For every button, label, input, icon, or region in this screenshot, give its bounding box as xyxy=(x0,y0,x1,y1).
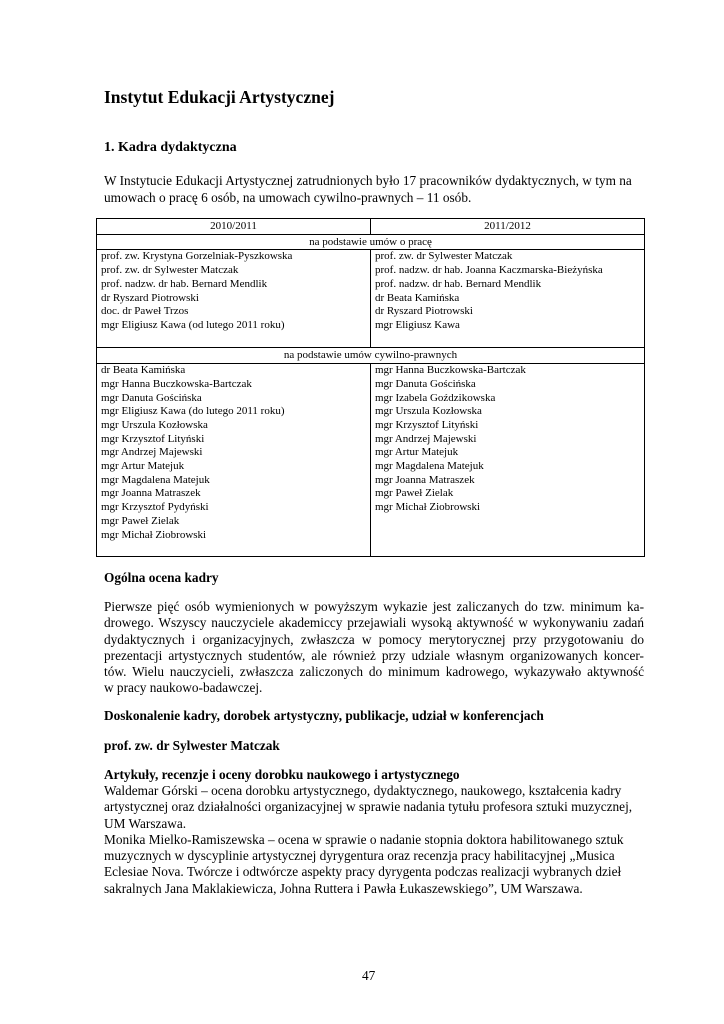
list-item: mgr Paweł Zielak xyxy=(375,487,454,500)
list-item: dr Ryszard Piotrowski xyxy=(375,305,473,318)
assessment-line: tów. Wielu nauczycieli, zwłaszcza zaliczonych do minimum kadrowego, wykazywało aktywność xyxy=(104,664,644,680)
list-item: mgr Michał Ziobrowski xyxy=(375,501,481,514)
assessment-paragraph xyxy=(104,599,644,697)
year-left-header: 2010/2011 xyxy=(97,219,371,235)
civil-right-cell xyxy=(371,364,645,557)
list-item: mgr Hanna Buczkowska-Bartczak xyxy=(101,377,252,390)
list-item: doc. dr Paweł Trzos xyxy=(101,305,189,318)
articles-line: Eclesiae Nova. Twórcze i odtwórcze aspekty pracy dyrygenta podczas realizacji wybranych dzieł xyxy=(104,864,622,880)
list-item: mgr Magdalena Matejuk xyxy=(101,473,210,486)
list-item: dr Beata Kamińska xyxy=(101,364,186,377)
articles-line: sakralnych Jana Maklakiewicza, Johna Ruttera i Pawła Łukaszewskiego”, UM Warszawa. xyxy=(104,880,583,896)
list-item: mgr Eligiusz Kawa xyxy=(375,318,460,331)
articles-line: muzycznych w dyscyplinie artystycznej dyrygentura oraz recenzja pracy habilitacyjnej „Musica xyxy=(104,848,615,864)
list-item: mgr Izabela Goździkowska xyxy=(375,391,496,404)
civil-row xyxy=(97,364,645,557)
list-item: mgr Hanna Buczkowska-Bartczak xyxy=(375,364,526,377)
list-item: mgr Urszula Kozłowska xyxy=(101,418,208,431)
list-item: mgr Michał Ziobrowski xyxy=(101,528,207,541)
employment-row xyxy=(97,250,645,348)
year-right-header: 2011/2012 xyxy=(371,219,645,235)
section-heading: 1. Kadra dydaktyczna xyxy=(104,140,237,155)
list-item: mgr Paweł Zielak xyxy=(101,514,180,527)
articles-paragraph xyxy=(104,783,644,897)
list-item: mgr Artur Matejuk xyxy=(375,446,459,459)
list-item: mgr Krzysztof Lityński xyxy=(101,432,205,445)
intro-paragraph xyxy=(104,172,644,206)
list-item: mgr Danuta Gościńska xyxy=(101,391,202,404)
list-item: mgr Magdalena Matejuk xyxy=(375,460,484,473)
civil-label: na podstawie umów cywilno-prawnych xyxy=(97,348,645,364)
assessment-heading: Ogólna ocena kadry xyxy=(104,570,219,585)
articles-line: artystycznej oraz działalności organizacyjnej w sprawie nadania tytułu profesora sztuki muzycznej, xyxy=(104,799,633,815)
articles-line: UM Warszawa. xyxy=(104,815,187,831)
document-title: Instytut Edukacji Artystycznej xyxy=(104,87,335,107)
articles-line: Waldemar Górski – ocena dorobku artystycznego, dydaktycznego, naukowego, kształcenia kadry xyxy=(104,783,622,798)
employment-left-cell xyxy=(97,250,371,348)
person-heading: prof. zw. dr Sylwester Matczak xyxy=(104,738,280,753)
table-header-row xyxy=(97,219,645,235)
assessment-line: w pracy naukowo-badawczej. xyxy=(104,680,263,696)
staff-table xyxy=(96,218,645,557)
list-item: mgr Andrzej Majewski xyxy=(101,446,203,459)
civil-label-row xyxy=(97,348,645,364)
list-item: prof. zw. Krystyna Gorzelniak-Pyszkowska xyxy=(101,250,293,263)
employment-label-row xyxy=(97,234,645,250)
intro-line: umowach o pracę 6 osób, na umowach cywilno-prawnych – 11 osób. xyxy=(104,190,472,205)
list-item: prof. nadzw. dr hab. Bernard Mendlik xyxy=(101,277,268,290)
assessment-line: drowego. Wszyscy nauczyciele akademiccy przejawiali wysoką aktywność w wykonywaniu zadań xyxy=(104,615,644,631)
list-item: mgr Krzysztof Pydyński xyxy=(101,501,209,514)
list-item: dr Beata Kamińska xyxy=(375,291,460,304)
employment-label: na podstawie umów o pracę xyxy=(97,234,645,250)
list-item: mgr Artur Matejuk xyxy=(101,460,185,473)
list-item: mgr Joanna Matraszek xyxy=(375,473,475,486)
list-item: prof. nadzw. dr hab. Bernard Mendlik xyxy=(375,277,542,290)
articles-line: Monika Mielko-Ramiszewska – ocena w sprawie o nadanie stopnia doktora habilitowanego sztuk xyxy=(104,831,624,847)
development-heading: Doskonalenie kadry, dorobek artystyczny, publikacje, udział w konferencjach xyxy=(104,708,544,723)
list-item: prof. zw. dr Sylwester Matczak xyxy=(375,250,513,263)
intro-line: W Instytucie Edukacji Artystycznej zatrudnionych było 17 pracowników dydaktycznych, w tym na xyxy=(104,173,632,188)
list-item: mgr Joanna Matraszek xyxy=(101,487,201,500)
employment-right-cell xyxy=(371,250,645,348)
list-item: mgr Urszula Kozłowska xyxy=(375,405,482,418)
list-item: prof. zw. dr Sylwester Matczak xyxy=(101,264,239,277)
list-item: mgr Danuta Gościńska xyxy=(375,377,476,390)
list-item: mgr Krzysztof Lityński xyxy=(375,418,479,431)
list-item: mgr Eligiusz Kawa (do lutego 2011 roku) xyxy=(101,405,285,418)
civil-left-cell xyxy=(97,364,371,557)
assessment-line: Pierwsze pięć osób wymienionych w powyższym wykazie jest zaliczanych do tzw. minimum ka- xyxy=(104,599,644,614)
list-item: mgr Andrzej Majewski xyxy=(375,432,477,445)
list-item: dr Ryszard Piotrowski xyxy=(101,291,199,304)
list-item: mgr Eligiusz Kawa (od lutego 2011 roku) xyxy=(101,318,285,331)
articles-heading: Artykuły, recenzje i oceny dorobku naukowego i artystycznego xyxy=(104,767,460,782)
assessment-line: dydaktycznych i organizacyjnych, zwłaszcza w pomocy merytorycznej przy przygotowaniu do xyxy=(104,631,644,647)
assessment-line: prezentacji artystycznych studentów, ale również przy udziale własnym organizowanych koncer- xyxy=(104,647,644,663)
list-item: prof. nadzw. dr hab. Joanna Kaczmarska-Bieżyńska xyxy=(375,264,603,277)
page-number: 47 xyxy=(362,968,376,983)
